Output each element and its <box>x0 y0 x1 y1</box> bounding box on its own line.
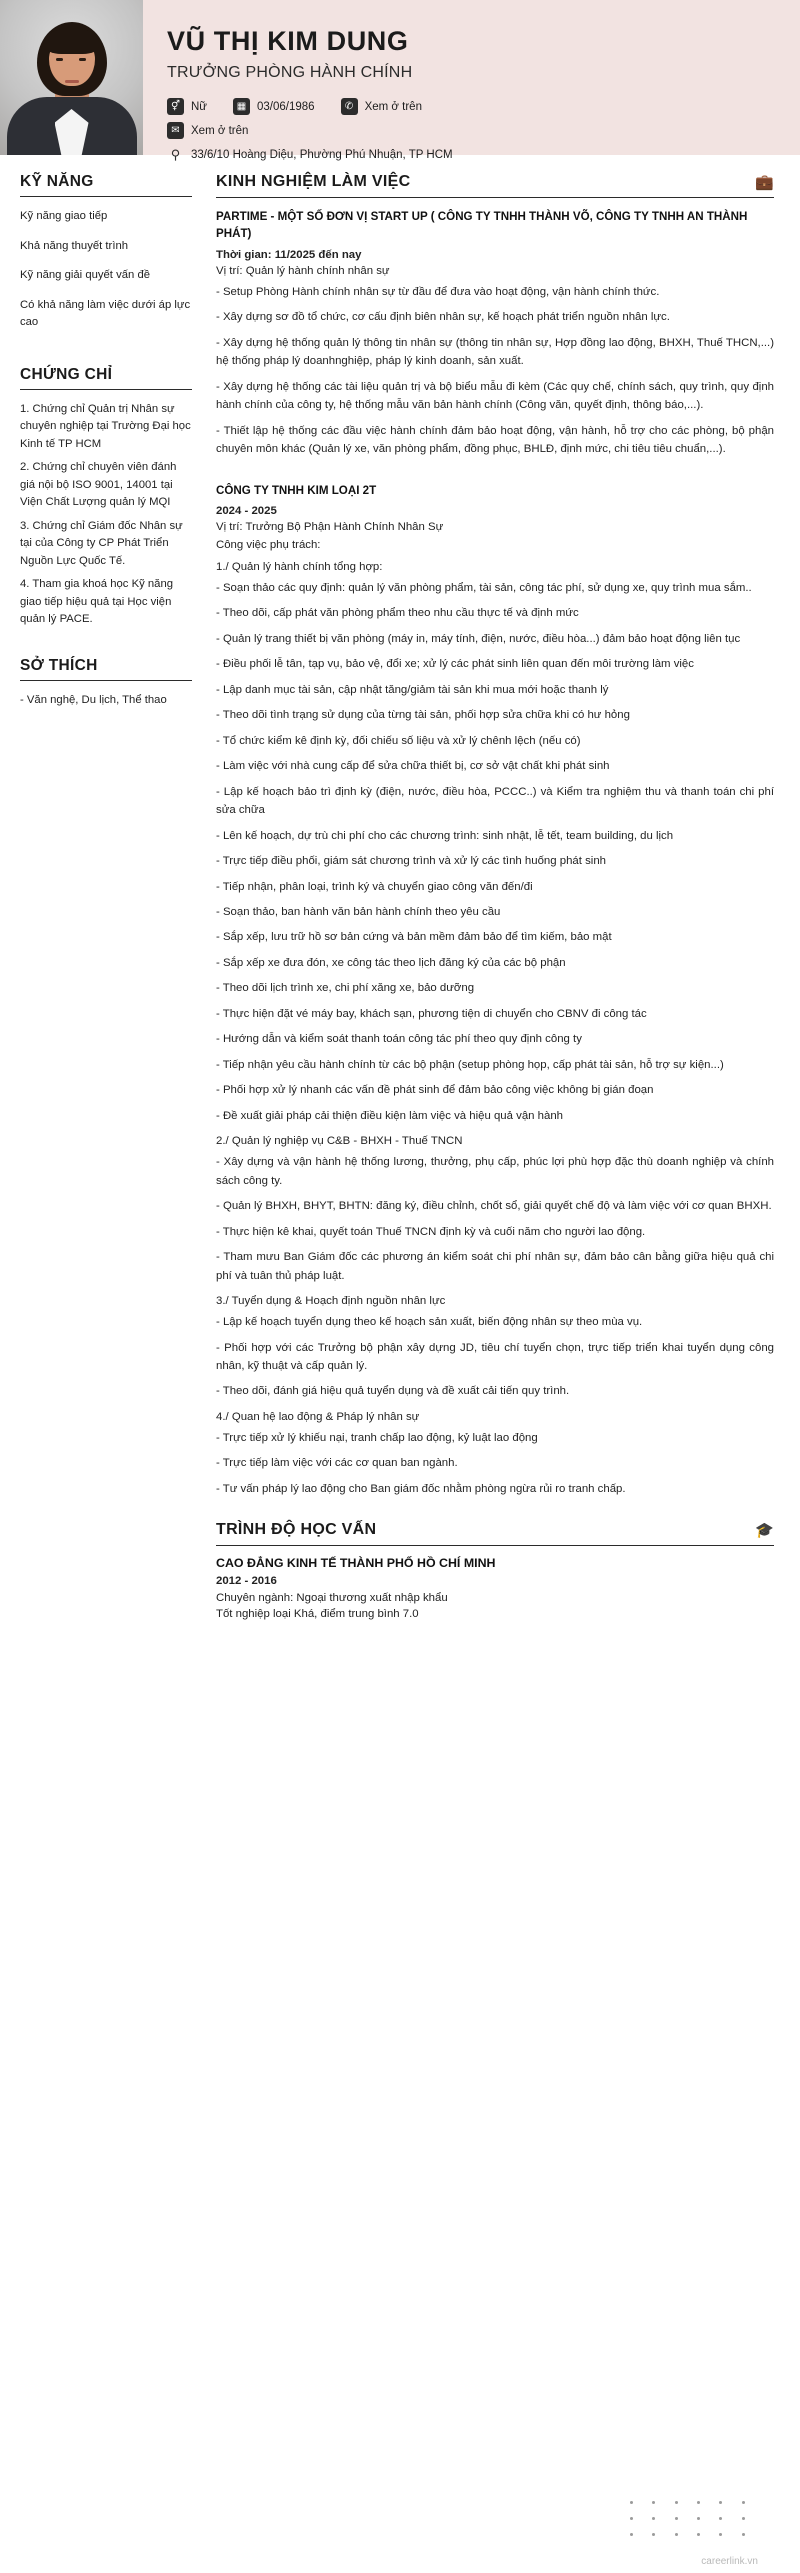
contact-row-1 <box>167 98 800 115</box>
list-item: - Thực hiện đặt vé máy bay, khách sạn, phương tiện di chuyển cho CBNV đi công tác <box>216 1007 647 1020</box>
list-item: - Theo dõi lịch trình xe, chi phí xăng xe, bảo dưỡng <box>216 982 475 995</box>
list-item: - Sắp xếp xe đưa đón, xe công tác theo lịch đăng ký của các bộ phận <box>216 956 566 969</box>
section-title-skills <box>20 173 192 197</box>
education-major: Chuyên ngành: Ngoại thương xuất nhập khẩu <box>216 1592 448 1605</box>
contact-gender-text: Nữ <box>191 100 208 113</box>
list-item: 4. Tham gia khoá học Kỹ năng giao tiếp hiệu quả tại Học viện quản lý PACE. <box>20 578 174 625</box>
job-time: 2024 - 2025 <box>216 504 277 517</box>
job-group-heading: 4./ Quan hệ lao động & Pháp lý nhân sự <box>216 1410 420 1423</box>
list-item: - Thực hiện kê khai, quyết toán Thuế TNCN định kỳ và cuối năm cho người lao động. <box>216 1225 646 1238</box>
contact-phone-text: Xem ở trên <box>364 100 422 113</box>
education-entry <box>216 1556 774 1620</box>
contact-birthday-text: 03/06/1986 <box>257 100 315 113</box>
education-school: CAO ĐẲNG KINH TẾ THÀNH PHỐ HỒ CHÍ MINH <box>216 1556 496 1571</box>
job-position: Vị trí: Quản lý hành chính nhân sự <box>216 264 390 277</box>
calendar-icon: ▦ <box>233 98 250 115</box>
list-item: - Tiếp nhận, phân loại, trình ký và chuyển giao công văn đến/đi <box>216 880 533 893</box>
list-item: Khả năng thuyết trình <box>20 239 129 252</box>
list-item: - Trực tiếp làm việc với các cơ quan ban ngành. <box>216 1457 458 1470</box>
skills-list <box>20 208 192 332</box>
list-item: - Phối hợp xử lý nhanh các vấn đề phát sinh để đảm bảo công việc không bị gián đoạn <box>216 1084 654 1097</box>
section-title-education <box>216 1521 774 1546</box>
contact-row-2 <box>167 122 800 139</box>
job-group-heading: 3./ Tuyển dụng & Hoạch định nguồn nhân lực <box>216 1295 446 1308</box>
cv-body <box>0 155 800 1664</box>
candidate-role: TRƯỞNG PHÒNG HÀNH CHÍNH <box>167 64 413 82</box>
cv-header <box>0 0 800 162</box>
phone-icon: ✆ <box>341 98 358 115</box>
graduation-cap-icon: 🎓 <box>755 1522 774 1540</box>
job-title: PARTIME - MỘT SỐ ĐƠN VỊ START UP ( CÔNG TY TNHH THÀNH VÕ, CÔNG TY TNHH AN THÀNH PHÁT) <box>216 210 748 241</box>
section-title-experience <box>216 173 774 198</box>
list-item: - Xây dựng sơ đồ tổ chức, cơ cấu định biên nhân sự, kế hoạch phát triển nguồn nhân lực. <box>216 311 670 324</box>
skills-title-text: KỸ NĂNG <box>20 173 94 190</box>
job-group-bullets <box>216 1153 774 1285</box>
job-group-bullets <box>216 1313 774 1401</box>
list-item: - Soạn thảo, ban hành văn bản hành chính theo yêu cầu <box>216 906 501 919</box>
left-column <box>0 155 206 721</box>
job-group-heading: 1./ Quản lý hành chính tổng hợp: <box>216 560 383 573</box>
candidate-name: VŨ THỊ KIM DUNG <box>167 26 409 56</box>
list-item: - Quản lý trang thiết bị văn phòng (máy in, máy tính, điện, nước, điều hòa...) đảm bảo hoạt động liên tục <box>216 632 741 645</box>
list-item: - Văn nghệ, Du lịch, Thể thao <box>20 693 167 706</box>
list-item: - Tiếp nhận yêu cầu hành chính từ các bộ phận (setup phòng họp, cấp phát tài sản, hỗ trợ sự kiện...) <box>216 1058 724 1071</box>
certificates-list <box>20 401 192 629</box>
header-text <box>143 0 800 170</box>
job-position: Vị trí: Trưởng Bộ Phận Hành Chính Nhân Sự <box>216 520 444 533</box>
contact-address <box>167 146 453 163</box>
profile-photo <box>0 0 143 155</box>
list-item: - Theo dõi, đánh giá hiệu quả tuyển dụng và đề xuất cải tiến quy trình. <box>216 1385 570 1398</box>
right-column <box>206 155 800 1624</box>
contact-address-text: 33/6/10 Hoàng Diệu, Phường Phú Nhuận, TP HCM <box>191 148 453 161</box>
job-group-bullets <box>216 1429 774 1498</box>
list-item: - Setup Phòng Hành chính nhân sự từ đầu để đưa vào hoạt động, vận hành chính thức. <box>216 285 660 298</box>
list-item: - Lập danh mục tài sản, cập nhật tăng/giảm tài sản khi mua mới hoặc thanh lý <box>216 683 609 696</box>
education-years: 2012 - 2016 <box>216 1575 277 1588</box>
job-group-heading: 2./ Quản lý nghiệp vụ C&B - BHXH - Thuế TNCN <box>216 1135 463 1148</box>
list-item: - Lập kế hoạch bảo trì định kỳ (điện, nước, điều hòa, PCCC..) và Kiểm tra nghiệm thu và thanh toán chi phí sửa chữa <box>216 785 774 817</box>
job-bullets <box>216 283 774 459</box>
email-icon: ✉ <box>167 122 184 139</box>
list-item: - Trực tiếp điều phối, giám sát chương trình và xử lý các tình huống phát sinh <box>216 855 606 868</box>
list-item: - Sắp xếp, lưu trữ hồ sơ bản cứng và bản mềm đảm bảo để tìm kiếm, bảo mật <box>216 931 612 944</box>
contact-birthday <box>233 98 315 115</box>
briefcase-icon: 💼 <box>755 174 774 191</box>
list-item: Kỹ năng giải quyết vấn đề <box>20 269 151 281</box>
list-item: 1. Chứng chỉ Quản trị Nhân sự chuyên nghiệp tại Trường Đại học Kinh tế TP HCM <box>20 402 191 450</box>
list-item: - Thiết lập hệ thống các đầu việc hành chính đảm bảo hoạt động, vận hành, hỗ trợ cho các phòng, bộ phận chuyên môn khác (Quản lý xe, văn phòng phẩm, đồng phục, BHLĐ, định mức, chi tiêu tiêu chuẩn,...). <box>216 424 774 456</box>
section-title-certificates <box>20 366 192 390</box>
list-item: - Tổ chức kiểm kê định kỳ, đối chiếu số liệu và xử lý chênh lệch (nếu có) <box>216 734 581 747</box>
experience-title-text: KINH NGHIỆM LÀM VIỆC <box>216 173 411 190</box>
list-item: - Điều phối lễ tân, tạp vụ, bảo vệ, đổi xe; xử lý các phát sinh liên quan đến môi trường làm việc <box>216 658 694 671</box>
interests-list <box>20 692 192 710</box>
contact-gender <box>167 98 207 115</box>
contact-email-text: Xem ở trên <box>191 124 249 137</box>
contact-row-3 <box>167 146 800 163</box>
job-intro: Công việc phụ trách: <box>216 538 321 551</box>
contact-info <box>167 98 800 163</box>
location-icon: ⚲ <box>170 146 181 162</box>
portrait-illustration <box>0 0 143 155</box>
list-item: 2. Chứng chỉ chuyên viên đánh giá nội bộ ISO 9001, 14001 tại Viện Chất Lượng quản lý MQI <box>20 461 177 508</box>
list-item: - Quản lý BHXH, BHYT, BHTN: đăng ký, điều chỉnh, chốt sổ, giải quyết chế độ và làm việc với cơ quan BHXH. <box>216 1200 772 1213</box>
certificates-title-text: CHỨNG CHỈ <box>20 365 113 383</box>
interests-title-text: SỞ THÍCH <box>20 656 98 674</box>
watermark: careerlink.vn <box>701 2556 758 2567</box>
job-group-bullets <box>216 579 774 1125</box>
list-item: Có khả năng làm việc dưới áp lực cao <box>20 298 191 328</box>
education-title-text: TRÌNH ĐỘ HỌC VẤN <box>216 1521 377 1539</box>
list-item: Kỹ năng giao tiếp <box>20 210 108 222</box>
contact-email <box>167 122 248 139</box>
contact-phone <box>341 98 422 115</box>
job-time: Thời gian: 11/2025 đến nay <box>216 248 362 261</box>
list-item: - Trực tiếp xử lý khiếu nại, tranh chấp lao động, kỷ luật lao động <box>216 1431 538 1444</box>
list-item: 3. Chứng chỉ Giám đốc Nhân sự tại của Công ty CP Phát Triển Nguồn Lực Quốc Tế. <box>20 519 183 567</box>
experience-entry <box>216 482 774 1499</box>
list-item: - Tham mưu Ban Giám đốc các phương án kiểm soát chi phí nhân sự, đảm bảo cân bằng giữa hiệu quả chi phí và tuân thủ pháp luật. <box>216 1251 774 1282</box>
list-item: - Xây dựng hệ thống các tài liệu quản trị và bộ biểu mẫu đi kèm (Các quy chế, chính sách, quy trình, quy định hành chính của công ty, hệ thống mẫu văn bản hành chính (Công văn, quyết định, thông báo,...). <box>216 380 774 412</box>
list-item: - Theo dõi, cấp phát văn phòng phẩm theo nhu cầu thực tế và định mức <box>216 607 579 620</box>
education-result: Tốt nghiệp loại Khá, điểm trung bình 7.0 <box>216 1608 419 1621</box>
list-item: - Làm việc với nhà cung cấp để sửa chữa thiết bị, cơ sở vật chất khi phát sinh <box>216 760 610 773</box>
list-item: - Tư vấn pháp lý lao động cho Ban giám đốc nhằm phòng ngừa rủi ro tranh chấp. <box>216 1482 626 1495</box>
list-item: - Phối hợp với các Trưởng bộ phận xây dựng JD, tiêu chí tuyển chọn, trực tiếp triển khai tuyển dụng công nhân, kỹ thuật và cấp quản lý. <box>216 1341 774 1372</box>
list-item: - Xây dựng và vận hành hệ thống lương, thưởng, phụ cấp, phúc lợi phù hợp đặc thù doanh nghiệp và chính sách công ty. <box>216 1156 774 1187</box>
job-title: CÔNG TY TNHH KIM LOẠI 2T <box>216 483 377 497</box>
section-title-interests <box>20 657 192 681</box>
gender-icon: ⚥ <box>167 98 184 115</box>
list-item: - Hướng dẫn và kiểm soát thanh toán công tác phí theo quy định công ty <box>216 1033 582 1046</box>
list-item: - Lên kế hoạch, dự trù chi phí cho các chương trình: sinh nhật, lễ tết, team building, du lịch <box>216 829 674 842</box>
list-item: - Đề xuất giải pháp cải thiện điều kiện làm việc và hiệu quả vận hành <box>216 1109 564 1122</box>
list-item: - Lập kế hoạch tuyển dụng theo kế hoạch sản xuất, biến động nhân sự theo mùa vụ. <box>216 1316 643 1329</box>
list-item: - Soạn thảo các quy định: quản lý văn phòng phẩm, tài sản, công tác phí, sử dụng xe, quy trình mua sắm.. <box>216 581 752 594</box>
list-item: - Xây dựng hệ thống quản lý thông tin nhân sự (thông tin nhân sự, Hợp đồng lao động, BHXH, Thuế THCN,...) hệ thống pháp lý doanhnghiệp, pháp lý kinh doanh, sản xuất. <box>216 336 774 368</box>
experience-entry <box>216 208 774 459</box>
list-item: - Theo dõi tình trạng sử dụng của từng tài sản, phối hợp sửa chữa khi có hư hỏng <box>216 709 630 722</box>
decorative-dots <box>630 2501 760 2545</box>
